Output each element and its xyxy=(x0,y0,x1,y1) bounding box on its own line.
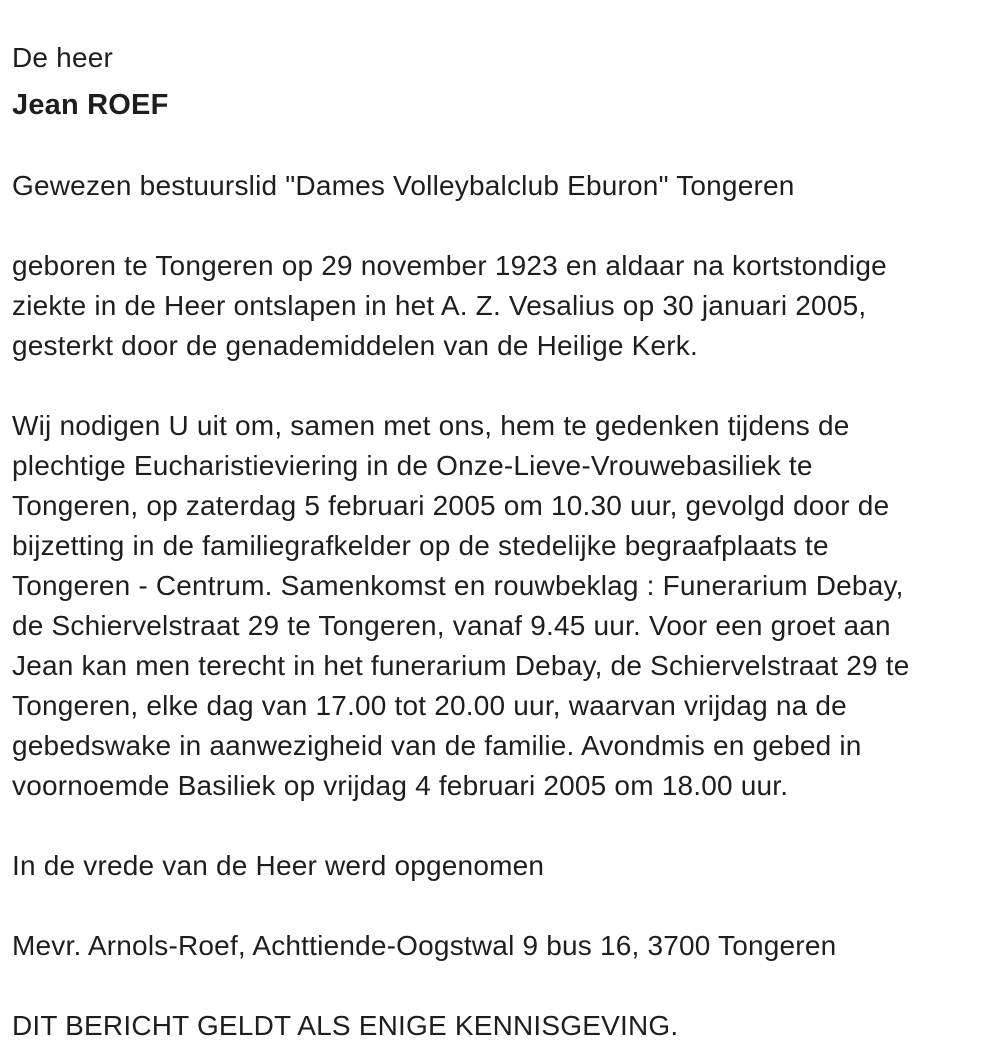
service-paragraph: Wij nodigen U uit om, samen met ons, hem te gedenken tijdens de plechtige Eucharistieviering in de Onze-Lieve-Vrouwebasiliek te Tongeren, op zaterdag 5 februari 2005 om 10.30 uur, gevolgd door de bijzetting in de familiegrafkelder op de stedelijke begraafplaats te Tongeren - Centrum. Samenkomst en rouwbeklag : Funerarium Debay, de Schiervelstraat 29 te Tongeren, vanaf 9.45 uur. Voor een groet aan Jean kan men terecht in het funerarium Debay, de Schiervelstraat 29 te Tongeren, elke dag van 17.00 tot 20.00 uur, waarvan vrijdag na de gebedswake in aanwezigheid van de familie. Avondmis en gebed in voornoemde Basiliek op vrijdag 4 februari 2005 om 18.00 uur. xyxy=(12,410,910,801)
notice-statement: DIT BERICHT GELDT ALS ENIGE KENNISGEVING. xyxy=(12,1010,679,1041)
committal-line: In de vrede van de Heer werd opgenomen xyxy=(12,850,545,881)
deceased-name: Jean ROEF xyxy=(12,89,169,121)
family-member-line: Mevr. Arnols-Roef, Achttiende-Oogstwal 9 bus 16, 3700 Tongeren xyxy=(12,930,837,961)
birth-death-paragraph: geboren te Tongeren op 29 november 1923 en aldaar na kortstondige ziekte in de Heer ontslapen in het A. Z. Vesalius op 30 januari 2005, gesterkt door de genademiddelen van de Heilige Kerk. xyxy=(12,250,887,361)
salutation: De heer xyxy=(12,42,114,73)
role-line: Gewezen bestuurslid "Dames Volleybalclub Eburon" Tongeren xyxy=(12,170,795,201)
